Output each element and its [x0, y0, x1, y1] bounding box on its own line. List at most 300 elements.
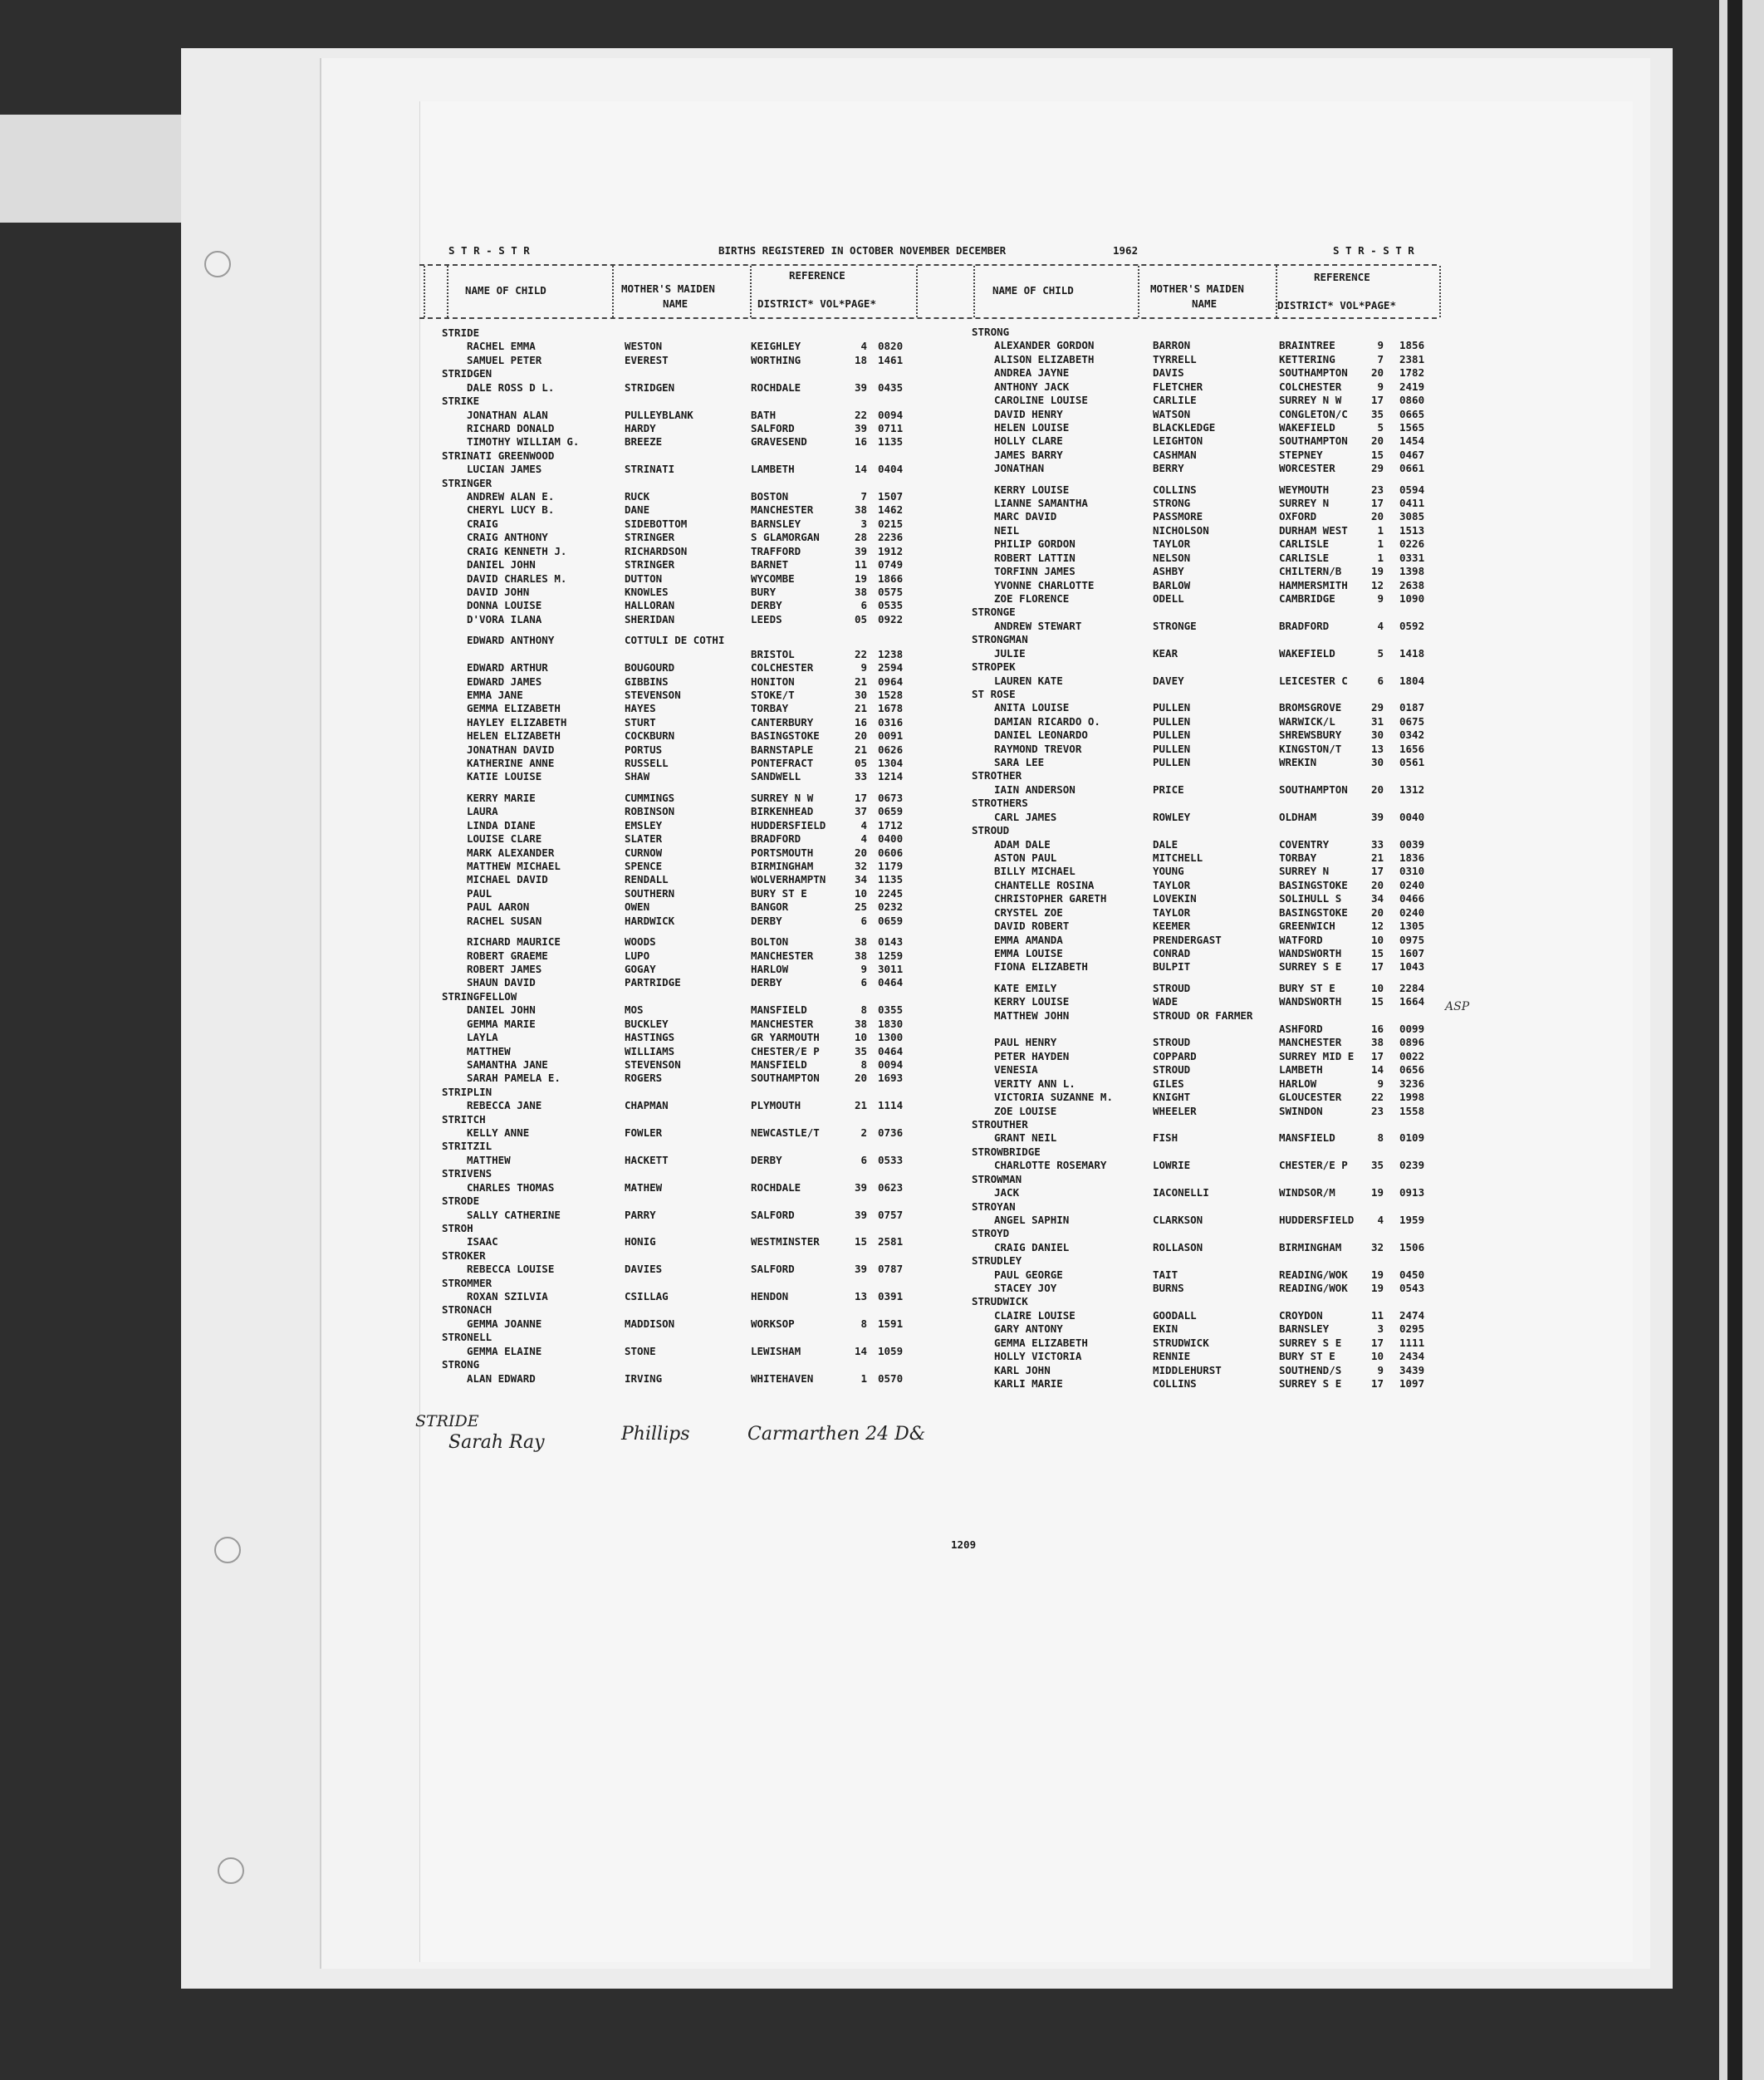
- page-ref: 0922: [878, 612, 904, 625]
- volume: 29: [1370, 462, 1384, 475]
- district: KETTERING: [1279, 352, 1335, 365]
- mother-maiden-name: PASSMORE: [1153, 510, 1203, 523]
- volume: 6: [1377, 674, 1384, 687]
- district: COLCHESTER: [1279, 380, 1342, 393]
- mother-maiden-name: MIDDLEHURST: [1153, 1363, 1222, 1376]
- volume: 32: [854, 860, 867, 873]
- page-ref: 0039: [1399, 837, 1425, 851]
- district: LEICESTER C: [1279, 674, 1348, 687]
- district: GRAVESEND: [751, 435, 807, 449]
- page-ref: 0450: [1399, 1268, 1425, 1281]
- volume: 38: [854, 503, 867, 517]
- district: WAKEFIELD: [1279, 420, 1335, 434]
- col-divider: [1276, 266, 1279, 317]
- child-name: EDWARD JAMES: [467, 675, 542, 688]
- page-ref: 0040: [1399, 810, 1425, 823]
- page-ref: 0435: [878, 380, 904, 394]
- mother-maiden-name: HACKETT: [625, 1153, 669, 1166]
- volume: 34: [854, 873, 867, 886]
- volume: 10: [854, 886, 867, 900]
- volume: 14: [854, 1344, 867, 1357]
- mother-maiden-name: COTTULI DE COTHI: [625, 634, 725, 647]
- surname: STRUDLEY: [972, 1254, 1022, 1268]
- mother-maiden-name: STRINGER: [625, 558, 675, 572]
- mother-maiden-name: SHAW: [625, 770, 650, 783]
- child-name: MATTHEW: [467, 1153, 511, 1166]
- volume: 17: [1370, 960, 1384, 974]
- mother-maiden-name: KEAR: [1153, 646, 1178, 660]
- mother-maiden-name: COPPARD: [1153, 1049, 1197, 1062]
- volume: 9: [1377, 1077, 1384, 1090]
- page-ref: 2236: [878, 531, 904, 544]
- volume: 28: [854, 531, 867, 544]
- district: SANDWELL: [751, 770, 801, 783]
- child-name: VICTORIA SUZANNE M.: [994, 1091, 1113, 1104]
- district: GREENWICH: [1279, 920, 1335, 933]
- page-ref: 0331: [1399, 551, 1425, 564]
- district: CHESTER/E P: [1279, 1159, 1348, 1172]
- child-name: GEMMA JOANNE: [467, 1317, 542, 1330]
- mother-maiden-name: ODELL: [1153, 592, 1184, 605]
- page-ref: 0665: [1399, 407, 1425, 420]
- page-ref: 0316: [878, 715, 904, 728]
- volume: 19: [854, 572, 867, 585]
- volume: 1: [1377, 523, 1384, 537]
- child-name: ALAN EDWARD: [467, 1371, 536, 1385]
- volume: 19: [1370, 1282, 1384, 1295]
- child-name: HELEN LOUISE: [994, 420, 1070, 434]
- child-name: CRAIG DANIEL: [994, 1240, 1070, 1253]
- volume: 3: [1377, 1322, 1384, 1336]
- volume: 32: [1370, 1240, 1384, 1253]
- child-name: LUCIAN JAMES: [467, 463, 542, 476]
- surname: STROTHER: [972, 769, 1022, 782]
- volume: 15: [1370, 448, 1384, 461]
- mother-maiden-name: STURT: [625, 715, 656, 728]
- mother-maiden-name: STRINGER: [625, 531, 675, 544]
- page-ref: 0091: [878, 729, 904, 743]
- handwritten-addition: [415, 1412, 947, 1462]
- child-name: D'VORA ILANA: [467, 612, 542, 625]
- mother-maiden-name: STROUD: [1153, 1036, 1191, 1049]
- page-ref: 1565: [1399, 420, 1425, 434]
- district: LAMBETH: [751, 463, 795, 476]
- volume: 6: [860, 976, 867, 989]
- child-name: HELEN ELIZABETH: [467, 729, 561, 743]
- mother-maiden-name: PARRY: [625, 1208, 656, 1221]
- page-ref: 0659: [878, 914, 904, 927]
- surname: STRIPLIN: [442, 1085, 492, 1098]
- district: BASINGSTOKE: [1279, 905, 1348, 919]
- volume: 39: [1370, 810, 1384, 823]
- mother-maiden-name: STEVENSON: [625, 1057, 681, 1071]
- mother-maiden-name: EMSLEY: [625, 818, 663, 832]
- child-name: RACHEL EMMA: [467, 340, 536, 353]
- page-ref: 0626: [878, 743, 904, 756]
- page-ref: 1454: [1399, 434, 1425, 448]
- child-name: DONNA LOUISE: [467, 599, 542, 612]
- district: PONTEFRACT: [751, 757, 814, 770]
- district: BOLTON: [751, 935, 789, 949]
- child-name: JULIE: [994, 646, 1026, 660]
- volume: 1: [1377, 551, 1384, 564]
- child-name: JACK: [994, 1186, 1020, 1199]
- child-name: GEMMA ELIZABETH: [467, 702, 561, 715]
- page-ref: 1998: [1399, 1091, 1425, 1104]
- mother-maiden-name: DUTTON: [625, 572, 663, 585]
- page-ref: 1558: [1399, 1104, 1425, 1117]
- district: BATH: [751, 408, 777, 421]
- child-name: HAYLEY ELIZABETH: [467, 715, 567, 728]
- volume: 21: [854, 743, 867, 756]
- page-ref: 2581: [878, 1235, 904, 1248]
- surname: STRIDGEN: [442, 367, 492, 380]
- child-name: NEIL: [994, 523, 1020, 537]
- volume: 11: [854, 558, 867, 572]
- surname: STRODE: [442, 1195, 480, 1208]
- mother-maiden-name: CUMMINGS: [625, 791, 675, 804]
- child-name: ANTHONY JACK: [994, 380, 1070, 393]
- district: TORBAY: [751, 702, 789, 715]
- child-name: MATTHEW JOHN: [994, 1008, 1070, 1022]
- handwritten-maiden: Phillips: [621, 1424, 690, 1445]
- page-ref: 1259: [878, 949, 904, 962]
- district: MANCHESTER: [751, 949, 814, 962]
- mother-maiden-name: BERRY: [1153, 462, 1184, 475]
- page-ref: 2245: [878, 886, 904, 900]
- district: LEWISHAM: [751, 1344, 801, 1357]
- district: NEWCASTLE/T: [751, 1126, 820, 1140]
- mother-maiden-name: MITCHELL: [1153, 851, 1203, 864]
- page-ref: 1111: [1399, 1336, 1425, 1349]
- district: WORTHING: [751, 353, 801, 366]
- mother-maiden-name: STONE: [625, 1344, 656, 1357]
- page-ref: 2284: [1399, 981, 1425, 994]
- page-ref: 0400: [878, 832, 904, 846]
- child-name: EMMA LOUISE: [994, 946, 1063, 959]
- volume: 9: [1377, 1363, 1384, 1376]
- district: STOKE/T: [751, 688, 795, 701]
- district: DURHAM WEST: [1279, 523, 1348, 537]
- page-ref: 1304: [878, 757, 904, 770]
- child-name: MATTHEW MICHAEL: [467, 860, 561, 873]
- mother-maiden-name: TAYLOR: [1153, 537, 1191, 551]
- child-name: LAUREN KATE: [994, 674, 1063, 687]
- punch-hole: [218, 1857, 244, 1884]
- mother-maiden-name: WOODS: [625, 935, 656, 949]
- col-reference-left: REFERENCE: [789, 269, 845, 282]
- district: CHESTER/E P: [751, 1044, 820, 1057]
- mother-maiden-name: YOUNG: [1153, 865, 1184, 878]
- surname: STROPEK: [972, 660, 1016, 674]
- district: SURREY MID E: [1279, 1049, 1355, 1062]
- district: SOUTHAMPTON: [1279, 366, 1348, 380]
- mother-maiden-name: PULLEN: [1153, 756, 1191, 769]
- district: DERBY: [751, 1153, 782, 1166]
- page-ref: 1179: [878, 860, 904, 873]
- volume: 17: [1370, 865, 1384, 878]
- header-right-code: S T R - S T R: [1333, 244, 1414, 257]
- mother-maiden-name: GILES: [1153, 1077, 1184, 1090]
- child-name: CHERYL LUCY B.: [467, 503, 555, 517]
- child-name: ANDREW STEWART: [994, 619, 1082, 632]
- district: ROCHDALE: [751, 380, 801, 394]
- district: SALFORD: [751, 421, 795, 434]
- volume: 38: [854, 935, 867, 949]
- mother-maiden-name: PARTRIDGE: [625, 976, 681, 989]
- mother-maiden-name: ASHBY: [1153, 565, 1184, 578]
- page-ref: 0787: [878, 1263, 904, 1276]
- child-name: DAVID CHARLES M.: [467, 572, 567, 585]
- volume: 29: [1370, 701, 1384, 714]
- mother-maiden-name: COCKBURN: [625, 729, 675, 743]
- page-ref: 0342: [1399, 728, 1425, 742]
- page-ref: 3011: [878, 962, 904, 975]
- mother-maiden-name: IACONELLI: [1153, 1186, 1209, 1199]
- mother-maiden-name: LEIGHTON: [1153, 434, 1203, 448]
- volume: 5: [1377, 646, 1384, 660]
- page-ref: 0594: [1399, 483, 1425, 496]
- child-name: GEMMA MARIE: [467, 1017, 536, 1030]
- surname: STROYAN: [972, 1199, 1016, 1213]
- district: PORTSMOUTH: [751, 846, 814, 859]
- child-name: DALE ROSS D L.: [467, 380, 555, 394]
- page-ref: 1507: [878, 490, 904, 503]
- volume: 9: [1377, 380, 1384, 393]
- district: WREKIN: [1279, 756, 1317, 769]
- mother-maiden-name: SIDEBOTTOM: [625, 517, 688, 530]
- surname: STRONGE: [972, 606, 1016, 619]
- district: BARNET: [751, 558, 789, 572]
- page-ref: 1959: [1399, 1213, 1425, 1226]
- district: SALFORD: [751, 1263, 795, 1276]
- mother-maiden-name: DANE: [625, 503, 650, 517]
- volume: 7: [1377, 352, 1384, 365]
- mother-maiden-name: ROLLASON: [1153, 1240, 1203, 1253]
- district: OLDHAM: [1279, 810, 1317, 823]
- page-ref: 3085: [1399, 510, 1425, 523]
- child-name: PAUL: [467, 886, 492, 900]
- mother-maiden-name: BARRON: [1153, 339, 1191, 352]
- page-ref: 0575: [878, 585, 904, 598]
- volume: 34: [1370, 892, 1384, 905]
- volume: 25: [854, 900, 867, 914]
- district: BIRMINGHAM: [751, 860, 814, 873]
- page-ref: 0464: [878, 1044, 904, 1057]
- volume: 16: [1370, 1023, 1384, 1036]
- page-ref: 2638: [1399, 578, 1425, 591]
- page-ref: 0232: [878, 900, 904, 914]
- page-ref: 0187: [1399, 701, 1425, 714]
- district: READING/WOK: [1279, 1282, 1348, 1295]
- mother-maiden-name: CURNOW: [625, 846, 663, 859]
- mother-maiden-name: HALLORAN: [625, 599, 675, 612]
- page-ref: 1866: [878, 572, 904, 585]
- child-name: MARC DAVID: [994, 510, 1057, 523]
- page-ref: 1712: [878, 818, 904, 832]
- col-dvp-left: DISTRICT* VOL*PAGE*: [757, 297, 876, 310]
- child-name: DAVID ROBERT: [994, 920, 1070, 933]
- mother-maiden-name: ROBINSON: [625, 805, 675, 818]
- child-name: CHARLES THOMAS: [467, 1180, 555, 1194]
- child-name: HOLLY VICTORIA: [994, 1350, 1082, 1363]
- volume: 8: [1377, 1131, 1384, 1145]
- surname: STRONG: [972, 326, 1010, 338]
- mother-maiden-name: STRIDGEN: [625, 380, 675, 394]
- mother-maiden-name: STROUD OR FARMER: [1153, 1008, 1253, 1022]
- page-ref: 1398: [1399, 565, 1425, 578]
- mother-maiden-name: TAIT: [1153, 1268, 1178, 1281]
- volume: 10: [1370, 933, 1384, 946]
- district: WORCESTER: [1279, 462, 1335, 475]
- district: PLYMOUTH: [751, 1099, 801, 1112]
- volume: 17: [1370, 1336, 1384, 1349]
- volume: 33: [854, 770, 867, 783]
- page-ref: 0570: [878, 1371, 904, 1385]
- child-name: YVONNE CHARLOTTE: [994, 578, 1095, 591]
- mother-maiden-name: MOS: [625, 1003, 644, 1017]
- child-name: KELLY ANNE: [467, 1126, 530, 1140]
- volume: 22: [854, 647, 867, 660]
- district: BIRKENHEAD: [751, 805, 814, 818]
- child-name: HOLLY CLARE: [994, 434, 1063, 448]
- child-name: JONATHAN: [994, 462, 1045, 475]
- mother-maiden-name: CASHMAN: [1153, 448, 1197, 461]
- page-ref: 0099: [1399, 1023, 1425, 1036]
- mother-maiden-name: HAYES: [625, 702, 656, 715]
- volume: 20: [1370, 434, 1384, 448]
- mother-maiden-name: TAYLOR: [1153, 878, 1191, 891]
- child-name: CRAIG KENNETH J.: [467, 544, 567, 557]
- child-name: STACEY JOY: [994, 1282, 1057, 1295]
- volume: 20: [1370, 878, 1384, 891]
- volume: 2: [860, 1126, 867, 1140]
- mother-maiden-name: FOWLER: [625, 1126, 663, 1140]
- district: WORKSOP: [751, 1317, 795, 1330]
- district: CONGLETON/C: [1279, 407, 1348, 420]
- col-maiden-left-2: NAME: [663, 297, 688, 310]
- surname: STROWMAN: [972, 1172, 1022, 1185]
- page-ref: 1591: [878, 1317, 904, 1330]
- volume: 38: [854, 949, 867, 962]
- volume: 1: [860, 1371, 867, 1385]
- district: GR YARMOUTH: [751, 1031, 820, 1044]
- page-ref: 1059: [878, 1344, 904, 1357]
- volume: 35: [854, 1044, 867, 1057]
- child-name: SHAUN DAVID: [467, 976, 536, 989]
- volume: 30: [1370, 728, 1384, 742]
- volume: 17: [1370, 497, 1384, 510]
- volume: 1: [1377, 537, 1384, 551]
- child-name: CRAIG: [467, 517, 498, 530]
- child-name: ISAAC: [467, 1235, 498, 1248]
- mother-maiden-name: FLETCHER: [1153, 380, 1203, 393]
- district: SOUTHEND/S: [1279, 1363, 1342, 1376]
- child-name: SAMANTHA JANE: [467, 1057, 548, 1071]
- page-ref: 0860: [1399, 394, 1425, 407]
- mother-maiden-name: RENDALL: [625, 873, 669, 886]
- district: GLOUCESTER: [1279, 1091, 1342, 1104]
- district: WOLVERHAMPTN: [751, 873, 826, 886]
- page-header: [448, 244, 1437, 261]
- district: BASINGSTOKE: [751, 729, 820, 743]
- volume: 15: [1370, 946, 1384, 959]
- volume: 12: [1370, 578, 1384, 591]
- volume: 20: [1370, 782, 1384, 796]
- child-name: KATIE LOUISE: [467, 770, 542, 783]
- mother-maiden-name: MATHEW: [625, 1180, 663, 1194]
- child-name: MARK ALEXANDER: [467, 846, 555, 859]
- volume: 9: [860, 962, 867, 975]
- page-ref: 2474: [1399, 1308, 1425, 1322]
- page-ref: 0975: [1399, 933, 1425, 946]
- page-ref: 1214: [878, 770, 904, 783]
- volume: 38: [854, 585, 867, 598]
- child-name: MICHAEL DAVID: [467, 873, 548, 886]
- surname: ST ROSE: [972, 687, 1016, 700]
- volume: 11: [1370, 1308, 1384, 1322]
- page-ref: 0411: [1399, 497, 1425, 510]
- punch-hole: [204, 251, 231, 277]
- district: HENDON: [751, 1290, 789, 1303]
- child-name: ROBERT LATTIN: [994, 551, 1076, 564]
- district: WATFORD: [1279, 933, 1323, 946]
- child-name: LIANNE SAMANTHA: [994, 497, 1088, 510]
- volume: 16: [854, 435, 867, 449]
- surname: STROUTHER: [972, 1118, 1028, 1131]
- child-name: RACHEL SUSAN: [467, 914, 542, 927]
- mother-maiden-name: KEEMER: [1153, 920, 1191, 933]
- district: SURREY S E: [1279, 1336, 1342, 1349]
- child-name: PHILIP GORDON: [994, 537, 1076, 551]
- volume: 39: [854, 1180, 867, 1194]
- child-name: EMMA JANE: [467, 688, 523, 701]
- district: SWINDON: [1279, 1104, 1323, 1117]
- page-ref: 1300: [878, 1031, 904, 1044]
- volume: 39: [854, 1208, 867, 1221]
- mother-maiden-name: SHERIDAN: [625, 612, 675, 625]
- volume: 39: [854, 421, 867, 434]
- page-ref: 2381: [1399, 352, 1425, 365]
- page-ref: 0533: [878, 1153, 904, 1166]
- child-name: ZOE LOUISE: [994, 1104, 1057, 1117]
- volume: 21: [854, 702, 867, 715]
- district: TORBAY: [1279, 851, 1317, 864]
- mother-maiden-name: BOUGOURD: [625, 661, 675, 675]
- child-name: KERRY LOUISE: [994, 483, 1070, 496]
- page-ref: 0022: [1399, 1049, 1425, 1062]
- district: SALFORD: [751, 1208, 795, 1221]
- mother-maiden-name: GOODALL: [1153, 1308, 1197, 1322]
- page-ref: 0711: [878, 421, 904, 434]
- col-divider: [447, 266, 450, 317]
- page-ref: 1513: [1399, 523, 1425, 537]
- page-ref: 0896: [1399, 1036, 1425, 1049]
- child-name: DANIEL LEONARDO: [994, 728, 1088, 742]
- mother-maiden-name: RICHARDSON: [625, 544, 688, 557]
- volume: 18: [854, 353, 867, 366]
- volume: 9: [860, 661, 867, 675]
- volume: 13: [854, 1290, 867, 1303]
- mother-maiden-name: PULLEN: [1153, 742, 1191, 755]
- col-maiden-left: MOTHER'S MAIDEN: [621, 282, 715, 295]
- page-ref: 0094: [878, 408, 904, 421]
- mother-maiden-name: NICHOLSON: [1153, 523, 1209, 537]
- volume: 33: [1370, 837, 1384, 851]
- page-ref: 0240: [1399, 878, 1425, 891]
- volume: 4: [860, 340, 867, 353]
- child-name: BILLY MICHAEL: [994, 865, 1076, 878]
